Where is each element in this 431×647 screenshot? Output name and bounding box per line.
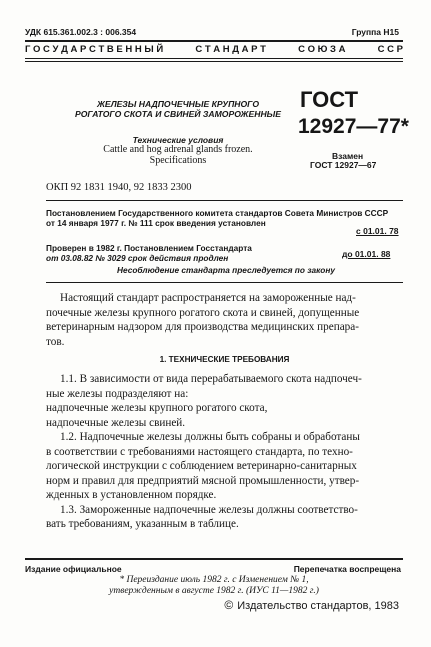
group-code: Группа Н15 bbox=[351, 27, 399, 37]
okp-rule bbox=[46, 200, 403, 201]
title-line-2: РОГАТОГО СКОТА И СВИНЕЙ ЗАМОРОЖЕННЫЕ bbox=[75, 109, 281, 119]
state-word-4: С С Р bbox=[377, 44, 403, 55]
decree-line-2: от 14 января 1977 г. № 111 срок введения установлен bbox=[46, 218, 266, 228]
clause-1-3-line-2: вать требованиям, указанным в таблице. bbox=[46, 518, 239, 530]
state-standard-banner bbox=[25, 44, 403, 55]
gost-number: 12927—77* bbox=[298, 115, 409, 138]
banner-rule-1 bbox=[25, 58, 403, 59]
intro-paragraph bbox=[46, 291, 403, 349]
legal-warning: Несоблюдение стандарта преследуется по закону bbox=[117, 265, 335, 275]
clause-1-1-item-1: надпочечные железы крупного рогатого скота, bbox=[46, 402, 268, 414]
okp-codes: ОКП 92 1831 1940, 92 1833 2300 bbox=[46, 182, 192, 193]
reissue-note-line-1: * Переиздание июль 1982 г. с Изменением № 1, bbox=[119, 575, 309, 585]
clause-1-2-line-1: 1.2. Надпочечные железы должны быть собраны и обработаны bbox=[60, 431, 360, 443]
replaced-standard: ГОСТ 12927—67 bbox=[310, 160, 377, 170]
english-line-1: Cattle and hog adrenal glands frozen. bbox=[103, 144, 253, 155]
reprint-prohibited: Перепечатка воспрещена bbox=[293, 564, 401, 574]
clause-1-1-item-2: надпочечные железы свиней. bbox=[46, 416, 186, 429]
verification-line-2: от 03.08.82 № 3029 срок действия продлен bbox=[46, 253, 229, 263]
state-word-3: С О Ю З А bbox=[298, 44, 346, 55]
title-line-1: ЖЕЛЕЗЫ НАДПОЧЕЧНЫЕ КРУПНОГО bbox=[96, 99, 260, 109]
effective-date: с 01.01. 78 bbox=[356, 226, 399, 236]
clause-1-1-line-1: 1.1. В зависимости от вида перерабатываемого скота надпочеч- bbox=[60, 373, 362, 385]
clause-1-3-line-1: 1.3. Замороженные надпочечные железы должны соответство- bbox=[60, 503, 358, 516]
intro-line-2: почечные железы крупного рогатого скота и свиней, допущенные bbox=[46, 306, 360, 319]
state-word-2: С Т А Н Д А Р Т bbox=[195, 44, 266, 55]
english-title bbox=[60, 145, 296, 166]
official-edition: Издание официальное bbox=[25, 564, 122, 574]
replaced-label: Взамен bbox=[332, 151, 364, 161]
gost-label: ГОСТ bbox=[300, 87, 359, 112]
clause-1-1-line-2: ные железы подразделяют на: bbox=[46, 387, 189, 400]
decree-line-1: Постановлением Государственного комитета стандартов Совета Министров СССР bbox=[46, 208, 389, 218]
clauses bbox=[46, 372, 403, 532]
clause-1-2-line-3: логической инструкции с соблюдением ветеринарно-санитарных bbox=[46, 460, 357, 472]
standard-title bbox=[60, 99, 296, 119]
clause-1-2-line-2: в соответствии с требованиями настоящего стандарта, по техно- bbox=[46, 445, 353, 458]
footer-rule bbox=[25, 558, 403, 560]
reissue-note-line-2: утвержденным в августе 1982 г. (ИУС 11—1982 г.) bbox=[109, 586, 319, 596]
copyright bbox=[224, 598, 399, 612]
top-rule bbox=[25, 40, 403, 42]
intro-line-1: Настоящий стандарт распространяется на замороженные над- bbox=[60, 292, 356, 304]
extension-date: до 01.01. 88 bbox=[342, 249, 391, 259]
section-heading: 1. ТЕХНИЧЕСКИЕ ТРЕБОВАНИЯ bbox=[159, 355, 290, 364]
intro-line-4: тов. bbox=[46, 335, 65, 348]
banner-rule-2 bbox=[25, 61, 403, 62]
udk-code: УДК 615.361.002.3 : 006.354 bbox=[25, 27, 137, 37]
state-word-1: Г О С У Д А Р С Т В Е Н Н Ы Й bbox=[25, 44, 164, 55]
clause-1-2-line-4: норм и правил для предприятий мясной промышленности, утвер- bbox=[46, 474, 360, 487]
copyright-text: Издательство стандартов, 1983 bbox=[237, 600, 399, 612]
warning-rule bbox=[46, 282, 403, 283]
english-line-2: Specifications bbox=[149, 154, 207, 166]
clause-1-2-line-5: жденных в установленном порядке. bbox=[46, 489, 217, 501]
verification-line-1: Проверен в 1982 г. Постановлением Госстандарта bbox=[46, 243, 252, 253]
decree-text bbox=[46, 208, 406, 228]
verification-text bbox=[46, 243, 346, 263]
intro-line-3: ветеринарным надзором для производства медицинских препара- bbox=[46, 321, 359, 333]
standard-subtitle: Технические условия bbox=[132, 135, 224, 145]
copyright-icon: © bbox=[224, 598, 234, 612]
